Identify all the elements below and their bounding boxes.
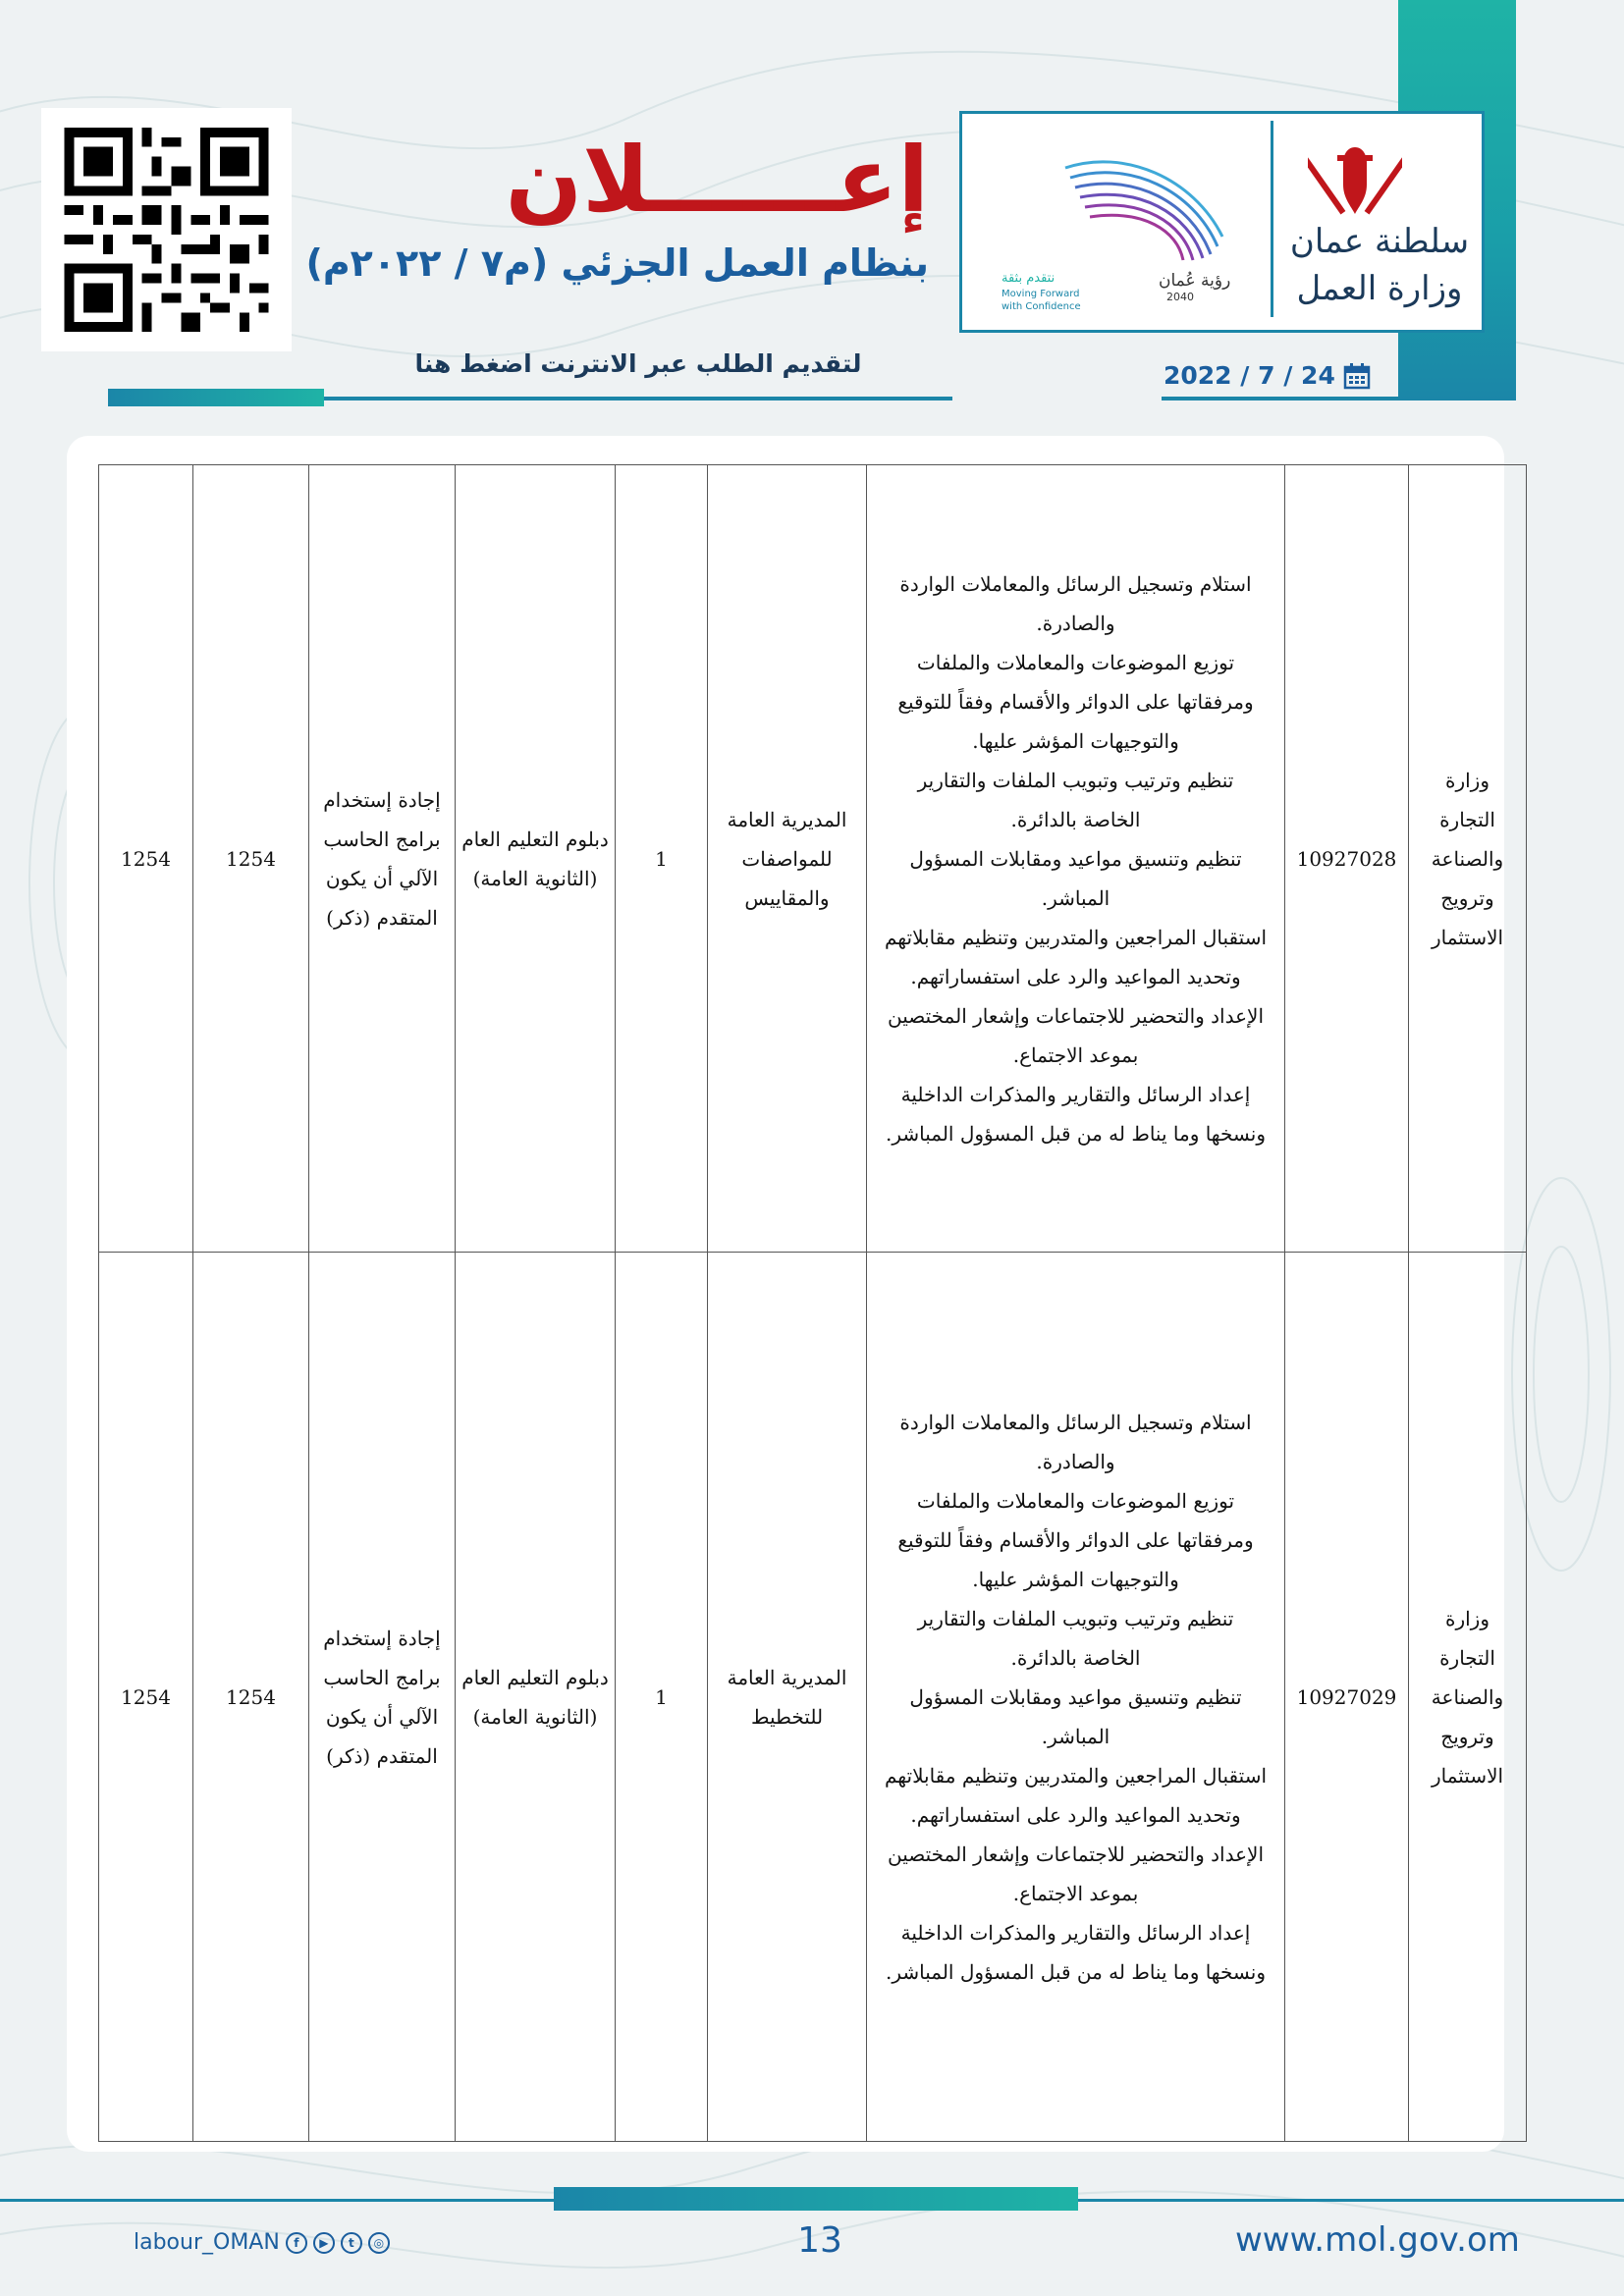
slogan-ar: نتقدم بثقة — [1001, 271, 1056, 286]
ministry-name-line2: وزارة العمل — [1296, 269, 1463, 308]
qr-code-box[interactable] — [41, 108, 292, 351]
twitter-icon[interactable]: t — [341, 2232, 362, 2254]
requirements-cell: إجادة إستخدام برامج الحاسب الآلي أن يكون المتقدم (ذكر) — [309, 1253, 456, 2142]
code-cell: 10927029 — [1285, 1253, 1409, 2142]
value-a-cell: 1254 — [193, 1253, 309, 2142]
calendar-icon — [1343, 362, 1371, 390]
vision-2040-logo-icon — [1056, 148, 1242, 266]
qualification-cell: دبلوم التعليم العام (الثانوية العامة) — [456, 465, 616, 1253]
social-handle[interactable]: labour_OMAN — [134, 2230, 280, 2255]
vision-year: 2040 — [1166, 291, 1194, 303]
social-links — [134, 2230, 390, 2255]
announcement-subtitle: بنظام العمل الجزئي (م٧ / ٢٠٢٢م) — [305, 241, 929, 285]
footer-accent-bar — [554, 2187, 1078, 2211]
tasks-cell: استلام وتسجيل الرسائل والمعاملات الواردة والصادرة. توزيع الموضوعات والمعاملات والملفات ومرفقاتها على الدوائر والأقسام وفقاً للتوقيع والتوجيهات المؤشر عليها. تنظيم وترتيب وتبويب الملفات والتقارير الخاصة بالدائرة. تنظيم وتنسيق مواعيد ومقابلات المسؤول المباشر. استقبال المراجعين والمتدربين وتنظيم مقابلاتهم وتحديد المواعيد والرد على استفساراتهم. الإعداد والتحضير للاجتماعات وإشعار المختصين بموعد الاجتماع. إعداد الرسائل والتقارير والمذكرات الداخلية ونسخها وما يناط له من قبل المسؤول المباشر. — [867, 1253, 1285, 2142]
tasks-cell: استلام وتسجيل الرسائل والمعاملات الواردة والصادرة. توزيع الموضوعات والمعاملات والملفات ومرفقاتها على الدوائر والأقسام وفقاً للتوقيع والتوجيهات المؤشر عليها. تنظيم وترتيب وتبويب الملفات والتقارير الخاصة بالدائرة. تنظيم وتنسيق مواعيد ومقابلات المسؤول المباشر. استقبال المراجعين والمتدربين وتنظيم مقابلاتهم وتحديد المواعيد والرد على استفساراتهم. الإعداد والتحضير للاجتماعات وإشعار المختصين بموعد الاجتماع. إعداد الرسائل والتقارير والمذكرات الداخلية ونسخها وما يناط له من قبل المسؤول المباشر. — [867, 465, 1285, 1253]
value-b-cell: 1254 — [99, 1253, 193, 2142]
department-cell: المديرية العامة للمواصفات والمقاييس — [708, 465, 867, 1253]
slogan-en-line2: with Confidence — [1001, 301, 1081, 312]
page-number: 13 — [797, 2220, 842, 2261]
jobs-table — [98, 464, 1527, 2142]
instagram-icon[interactable]: ◎ — [368, 2232, 390, 2254]
table-row — [99, 1253, 1527, 2142]
qualification-cell: دبلوم التعليم العام (الثانوية العامة) — [456, 1253, 616, 2142]
apply-online-link[interactable]: لتقديم الطلب عبر الانترنت اضغط هنا — [414, 349, 862, 378]
announcement-date — [1164, 361, 1371, 390]
requirements-cell: إجادة إستخدام برامج الحاسب الآلي أن يكون المتقدم (ذكر) — [309, 465, 456, 1253]
slogan-en-line1: Moving Forward — [1001, 289, 1080, 299]
logo-divider — [1271, 121, 1273, 317]
vision-text: رؤية عُمان — [1159, 271, 1231, 291]
qr-code-icon — [41, 108, 292, 351]
facebook-icon[interactable]: f — [286, 2232, 307, 2254]
date-text: 2022 / 7 / 24 — [1164, 361, 1335, 390]
ministry-logo-box — [959, 111, 1485, 333]
ministry-name-line1: سلطنة عمان — [1289, 222, 1470, 261]
department-cell: المديرية العامة للتخطيط — [708, 1253, 867, 2142]
entity-cell: وزارة التجارة والصناعة وترويج الاستثمار — [1409, 465, 1527, 1253]
entity-cell: وزارة التجارة والصناعة وترويج الاستثمار — [1409, 1253, 1527, 2142]
code-cell: 10927028 — [1285, 465, 1409, 1253]
count-cell: 1 — [616, 465, 708, 1253]
oman-emblem-icon — [1308, 133, 1402, 222]
announcement-title: إعــــــلان — [505, 128, 929, 233]
youtube-icon[interactable]: ▶ — [313, 2232, 335, 2254]
count-cell: 1 — [616, 1253, 708, 2142]
value-b-cell: 1254 — [99, 465, 193, 1253]
website-link[interactable]: www.mol.gov.om — [1235, 2220, 1520, 2260]
value-a-cell: 1254 — [193, 465, 309, 1253]
table-row — [99, 465, 1527, 1253]
date-underline — [1162, 397, 1407, 400]
apply-accent-bar — [108, 389, 324, 406]
